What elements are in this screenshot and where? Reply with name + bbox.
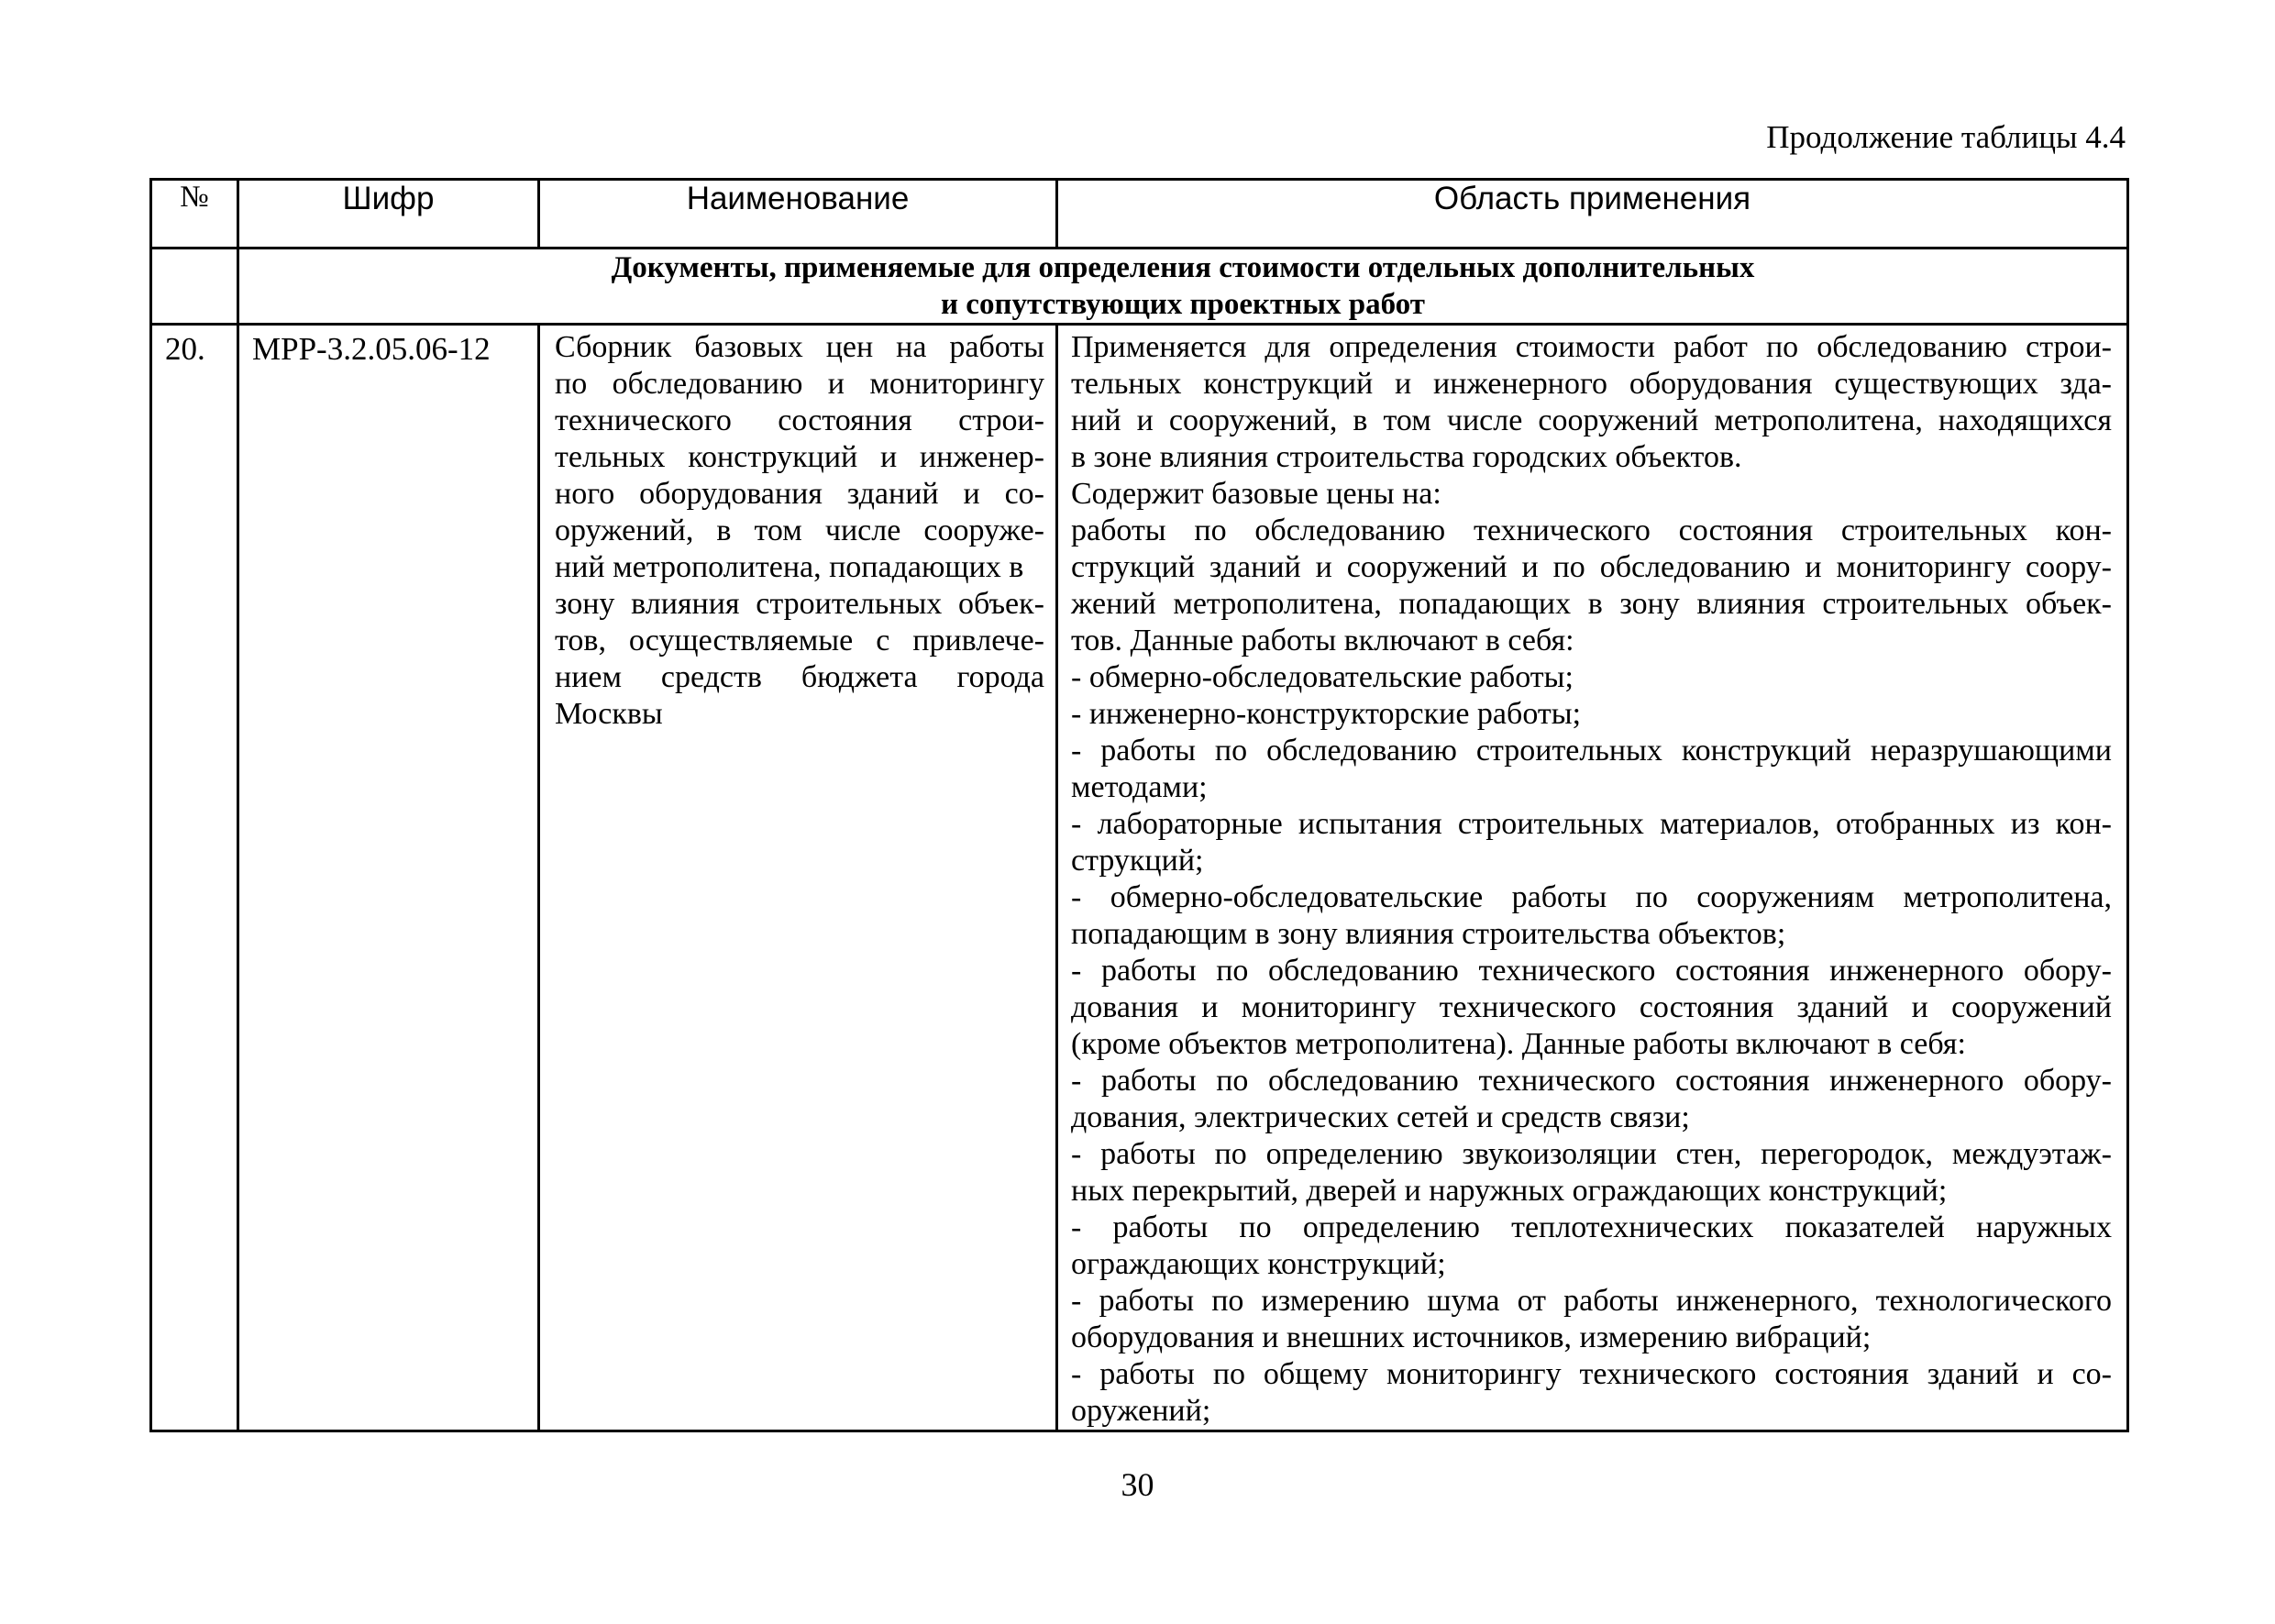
row-name: [539, 325, 1057, 1431]
section-row: [151, 249, 2128, 325]
scope-line: ний и сооружений, в том числе сооружений метрополитена, находящихся: [1071, 403, 2112, 437]
scope-line: - работы по общему мониторингу технического состояния зданий и со-: [1071, 1357, 2112, 1391]
section-title-line: и сопутствующих проектных работ: [941, 288, 1425, 321]
column-header-name: Наименование: [539, 180, 1057, 249]
name-line: зону влияния строительных объек-: [555, 587, 1044, 621]
row-number: 20.: [151, 325, 238, 1431]
scope-line: - лабораторные испытания строительных материалов, отобранных из кон-: [1071, 807, 2112, 841]
scope-line: дования и мониторингу технического состояния зданий и сооружений: [1071, 990, 2112, 1024]
scope-line: - инженерно-конструкторские работы;: [1071, 697, 1582, 731]
row-code: МРР-3.2.05.06-12: [238, 325, 539, 1431]
section-title-line: Документы, применяемые для определения стоимости отдельных дополнительных: [611, 251, 1755, 284]
section-title: [238, 249, 2128, 325]
scope-line: методами;: [1071, 770, 1208, 804]
scope-line: - работы по определению теплотехнических показателей наружных: [1071, 1210, 2112, 1244]
scope-line: жений метрополитена, попадающих в зону влияния строительных объек-: [1071, 587, 2112, 621]
scope-line: ограждающих конструкций;: [1071, 1247, 1446, 1281]
name-line: нием средств бюджета города: [555, 660, 1044, 694]
scope-line: - работы по измерению шума от работы инженерного, технологического: [1071, 1284, 2112, 1318]
name-line: тельных конструкций и инженер-: [555, 440, 1044, 474]
column-header-number: №: [151, 180, 238, 249]
scope-line: - обмерно-обследовательские работы;: [1071, 660, 1574, 694]
scope-line: - обмерно-обследовательские работы по сооружениям метрополитена,: [1071, 880, 2112, 914]
scope-line: тельных конструкций и инженерного оборудования существующих зда-: [1071, 367, 2112, 401]
page-number: 30: [1121, 1466, 1154, 1503]
scope-line: - работы по обследованию строительных конструкций неразрушающими: [1071, 734, 2112, 768]
scope-line: оборудования и внешних источников, измерению вибраций;: [1071, 1320, 1872, 1354]
scope-line: - работы по обследованию технического состояния инженерного обору-: [1071, 954, 2112, 988]
scope-line: тов. Данные работы включают в себя:: [1071, 624, 1574, 657]
name-line: тов, осуществляемые с привлече-: [555, 624, 1044, 657]
scope-line: (кроме объектов метрополитена). Данные работы включают в себя:: [1071, 1027, 1966, 1061]
scope-line: дования, электрических сетей и средств связи;: [1071, 1100, 1690, 1134]
scope-line: Применяется для определения стоимости работ по обследованию строи-: [1071, 330, 2112, 364]
scope-line: Содержит базовые цены на:: [1071, 477, 1441, 511]
name-line: по обследованию и мониторингу: [555, 367, 1044, 401]
name-line: оружений, в том числе сооруже-: [555, 514, 1044, 547]
column-header-code: Шифр: [238, 180, 539, 249]
table-header-row: [151, 180, 2128, 249]
table-continuation-title: Продолжение таблицы 4.4: [1766, 119, 2126, 155]
scope-line: оружений;: [1071, 1394, 1211, 1428]
scope-line: - работы по определению звукоизоляции стен, перегородок, междуэтаж-: [1071, 1137, 2112, 1171]
name-line: Москвы: [555, 697, 663, 731]
name-line: ний метрополитена, попадающих в: [555, 550, 1024, 584]
scope-line: в зоне влияния строительства городских объектов.: [1071, 440, 1742, 474]
column-header-scope: Область применения: [1057, 180, 2128, 249]
scope-line: попадающим в зону влияния строительства объектов;: [1071, 917, 1786, 951]
section-empty-cell: [151, 249, 238, 325]
name-line: ного оборудования зданий и со-: [555, 477, 1044, 511]
scope-line: - работы по обследованию технического состояния инженерного обору-: [1071, 1064, 2112, 1098]
table-row: [151, 325, 2128, 1431]
row-scope: [1057, 325, 2128, 1431]
name-line: технического состояния строи-: [555, 403, 1044, 437]
scope-line: ных перекрытий, дверей и наружных ограждающих конструкций;: [1071, 1174, 1948, 1208]
scope-line: работы по обследованию технического состояния строительных кон-: [1071, 514, 2112, 547]
scope-line: струкций зданий и сооружений и по обследованию и мониторингу соору-: [1071, 550, 2112, 584]
document-table: [149, 178, 2129, 1432]
name-line: Сборник базовых цен на работы: [555, 330, 1044, 364]
scope-line: струкций;: [1071, 844, 1204, 878]
